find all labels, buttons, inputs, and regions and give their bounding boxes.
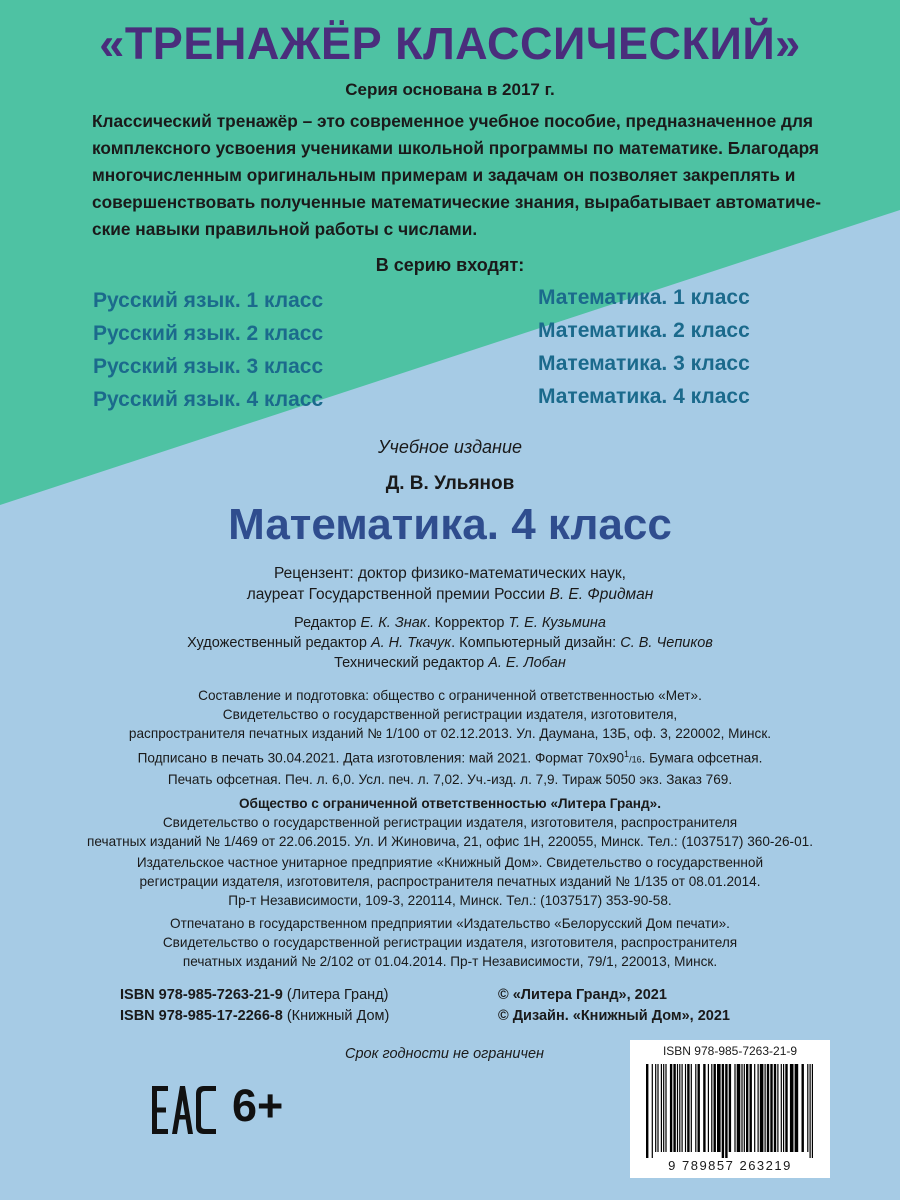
barcode-bar <box>677 1064 678 1152</box>
series-founded: Серия основана в 2017 г. <box>345 80 555 99</box>
barcode-bar <box>655 1064 656 1152</box>
barcode-bar <box>760 1064 764 1152</box>
compiler-line: Составление и подготовка: общество с ограниченной ответственностью «Мет». <box>198 688 702 703</box>
barcode-bar <box>722 1064 724 1158</box>
reviewer-title: лауреат Государственной премии России <box>246 586 550 603</box>
designer-name: С. В. Чепиков <box>620 635 713 651</box>
series-title: «ТРЕНАЖЁР КЛАССИЧЕСКИЙ» <box>99 18 801 69</box>
reviewer-name: В. Е. Фридман <box>549 586 654 603</box>
barcode-bar <box>750 1064 752 1152</box>
art-editor-line <box>0 633 900 653</box>
isbn-publisher: (Книжный Дом) <box>282 1008 390 1024</box>
print-info-line <box>0 745 900 770</box>
barcode-bar <box>734 1064 735 1152</box>
isbn-code: ISBN 978-985-7263-21-9 <box>120 987 283 1003</box>
barcode-bar <box>774 1064 776 1152</box>
distributor-line: Издательское частное унитарное предприятие «Книжный Дом». Свидетельство о государственной <box>136 855 764 870</box>
description-line: многочисленным оригинальным примерам и задачам он позволяет закреплять и <box>92 165 796 185</box>
barcode-bar <box>770 1064 772 1152</box>
print-info-text: . Бумага офсетная. <box>641 750 763 766</box>
editor-name: Е. К. Знак <box>360 615 427 631</box>
corrector-name: Т. Е. Кузьмина <box>508 615 606 631</box>
art-editor-name: А. Н. Ткачук <box>370 635 452 651</box>
series-item: Русский язык. 4 класс <box>93 388 324 411</box>
compiler-line: распространителя печатных изданий № 1/100 от 02.12.2013. Ул. Даумана, 13Б, оф. 3, 220002, Минск. <box>128 726 772 741</box>
barcode-bar <box>777 1064 778 1152</box>
series-includes-label: В серию входят: <box>375 255 525 275</box>
barcode-bar <box>765 1064 766 1152</box>
reviewer-block <box>0 563 900 605</box>
edition-type: Учебное издание <box>378 437 522 457</box>
publisher-block <box>0 794 900 851</box>
tech-editor-name: А. Е. Лобан <box>488 655 566 671</box>
barcode-bar <box>781 1064 782 1152</box>
series-list-russian <box>93 284 323 416</box>
publisher-line: Свидетельство о государственной регистрации издателя, изготовителя, распространителя <box>162 815 738 830</box>
corrector-label: . Корректор <box>426 615 509 631</box>
description-line: Классический тренажёр – это современное учебное пособие, предназначенное для <box>92 111 814 131</box>
series-item: Русский язык. 2 класс <box>93 322 324 345</box>
tech-editor-label: Технический редактор <box>334 655 489 671</box>
barcode-bar <box>685 1064 686 1152</box>
compiler-line: Свидетельство о государственной регистрации издателя, изготовителя, <box>222 707 678 722</box>
barcode-bar <box>687 1064 689 1152</box>
age-rating: 6+ <box>232 1080 284 1131</box>
barcode-isbn-label: ISBN 978-985-7263-21-9 <box>662 1044 798 1058</box>
series-item: Математика. 3 класс <box>538 352 750 375</box>
barcode-bar <box>783 1064 784 1152</box>
reviewer-line <box>0 584 900 605</box>
barcode <box>630 1040 830 1178</box>
print-info-line: Печать офсетная. Печ. л. 6,0. Усл. печ. л. 7,02. Уч.-изд. л. 7,9. Тираж 5050 экз. Заказ 769. <box>167 771 733 787</box>
publisher-line: печатных изданий № 1/469 от 22.06.2015. Ул. И Жиновича, 21, офис 1Н, 220055, Минск. Тел.: (1037517) 360-26-01. <box>87 834 813 849</box>
editors-block <box>0 613 900 673</box>
barcode-bar <box>790 1064 794 1152</box>
reviewer-line: Рецензент: доктор физико-математических наук, <box>274 565 626 582</box>
distributor-block <box>0 853 900 910</box>
print-info-text: Подписано в печать 30.04.2021. Дата изготовления: май 2021. Формат 70х90 <box>137 750 625 766</box>
copyright-line: © «Литера Гранд», 2021 <box>498 987 667 1003</box>
printer-line: Отпечатано в государственном предприятии «Издательство «Белорусский Дом печати». <box>170 916 730 931</box>
barcode-bar <box>802 1064 804 1152</box>
barcode-bar <box>657 1064 658 1152</box>
barcode-bar <box>754 1064 755 1152</box>
barcode-bar <box>812 1064 813 1158</box>
series-description <box>92 108 822 243</box>
barcode-bar <box>714 1064 716 1152</box>
eac-mark-icon <box>150 1080 220 1140</box>
editor-label: Редактор <box>294 615 361 631</box>
barcode-bar <box>679 1064 680 1152</box>
publisher-name: Общество с ограниченной ответственностью «Литера Гранд». <box>238 796 661 811</box>
tech-editor-line <box>0 653 900 673</box>
barcode-bar <box>652 1064 653 1158</box>
barcode-bar <box>729 1064 731 1152</box>
series-item: Математика. 1 класс <box>538 286 750 309</box>
description-line: совершенствовать полученные математические знания, вырабатывает автоматиче- <box>92 192 822 212</box>
barcode-bar <box>673 1064 675 1152</box>
barcode-bar <box>785 1064 787 1152</box>
isbn-line <box>120 1006 389 1027</box>
barcode-bar <box>746 1064 748 1152</box>
series-item: Математика. 2 класс <box>538 319 750 342</box>
barcode-bar <box>737 1064 741 1152</box>
isbn-publisher: (Литера Гранд) <box>282 987 389 1003</box>
barcode-bar <box>695 1064 696 1152</box>
barcode-bar <box>698 1064 700 1152</box>
printer-block <box>0 914 900 971</box>
format-sup: 1 <box>624 749 630 759</box>
barcode-bar <box>795 1064 799 1152</box>
barcode-bars-icon <box>644 1064 816 1158</box>
barcode-digits: 9 789857 263219 <box>668 1158 792 1173</box>
barcode-bar <box>646 1064 648 1158</box>
barcode-bar <box>807 1064 808 1152</box>
barcode-bar <box>725 1064 727 1158</box>
series-list-math <box>538 281 750 413</box>
book-title: Математика. 4 класс <box>228 500 672 549</box>
barcode-bar <box>744 1064 745 1152</box>
copyright-line: © Дизайн. «Книжный Дом», 2021 <box>498 1008 730 1024</box>
barcode-bar <box>767 1064 769 1152</box>
barcode-bar <box>711 1064 712 1152</box>
barcode-bar <box>810 1064 811 1158</box>
isbn-line <box>120 985 389 1006</box>
barcode-bar <box>703 1064 705 1152</box>
barcode-bar <box>691 1064 692 1152</box>
designer-label: . Компьютерный дизайн: <box>451 635 621 651</box>
description-line: комплексного усвоения учениками школьной программы по математике. Благодаря <box>92 138 820 158</box>
barcode-bar <box>708 1064 709 1152</box>
isbn-block <box>120 985 389 1027</box>
compiler-block <box>0 686 900 743</box>
barcode-bar <box>758 1064 759 1152</box>
series-item: Русский язык. 3 класс <box>93 355 324 378</box>
editor-line <box>0 613 900 633</box>
isbn-code: ISBN 978-985-17-2266-8 <box>120 1008 283 1024</box>
barcode-bar <box>665 1064 666 1152</box>
print-info-block <box>0 745 900 789</box>
barcode-bar <box>663 1064 664 1152</box>
series-item: Русский язык. 1 класс <box>93 289 324 312</box>
description-line: ские навыки правильной работы с числами. <box>92 219 478 239</box>
barcode-bar <box>682 1064 683 1152</box>
barcode-bar <box>661 1064 662 1152</box>
author: Д. В. Ульянов <box>385 473 515 494</box>
format-sub: /16 <box>629 754 642 765</box>
shelf-life: Срок годности не ограничен <box>345 1046 545 1062</box>
series-item: Математика. 4 класс <box>538 385 750 408</box>
printer-line: печатных изданий № 2/102 от 01.04.2014. Пр-т Независимости, 79/1, 220013, Минск. <box>182 954 718 969</box>
barcode-bar <box>717 1064 721 1152</box>
distributor-line: Пр-т Независимости, 109-3, 220114, Минск. Тел.: (1037517) 353-90-58. <box>228 893 672 908</box>
barcode-bar <box>741 1064 742 1152</box>
barcode-bar <box>670 1064 672 1152</box>
printer-line: Свидетельство о государственной регистрации издателя, изготовителя, распространителя <box>162 935 738 950</box>
art-editor-label: Художественный редактор <box>187 635 371 651</box>
copyright-block <box>498 985 730 1027</box>
distributor-line: регистрации издателя, изготовителя, распространителя печатных изданий № 1/135 от 08.01.2014. <box>139 874 761 889</box>
